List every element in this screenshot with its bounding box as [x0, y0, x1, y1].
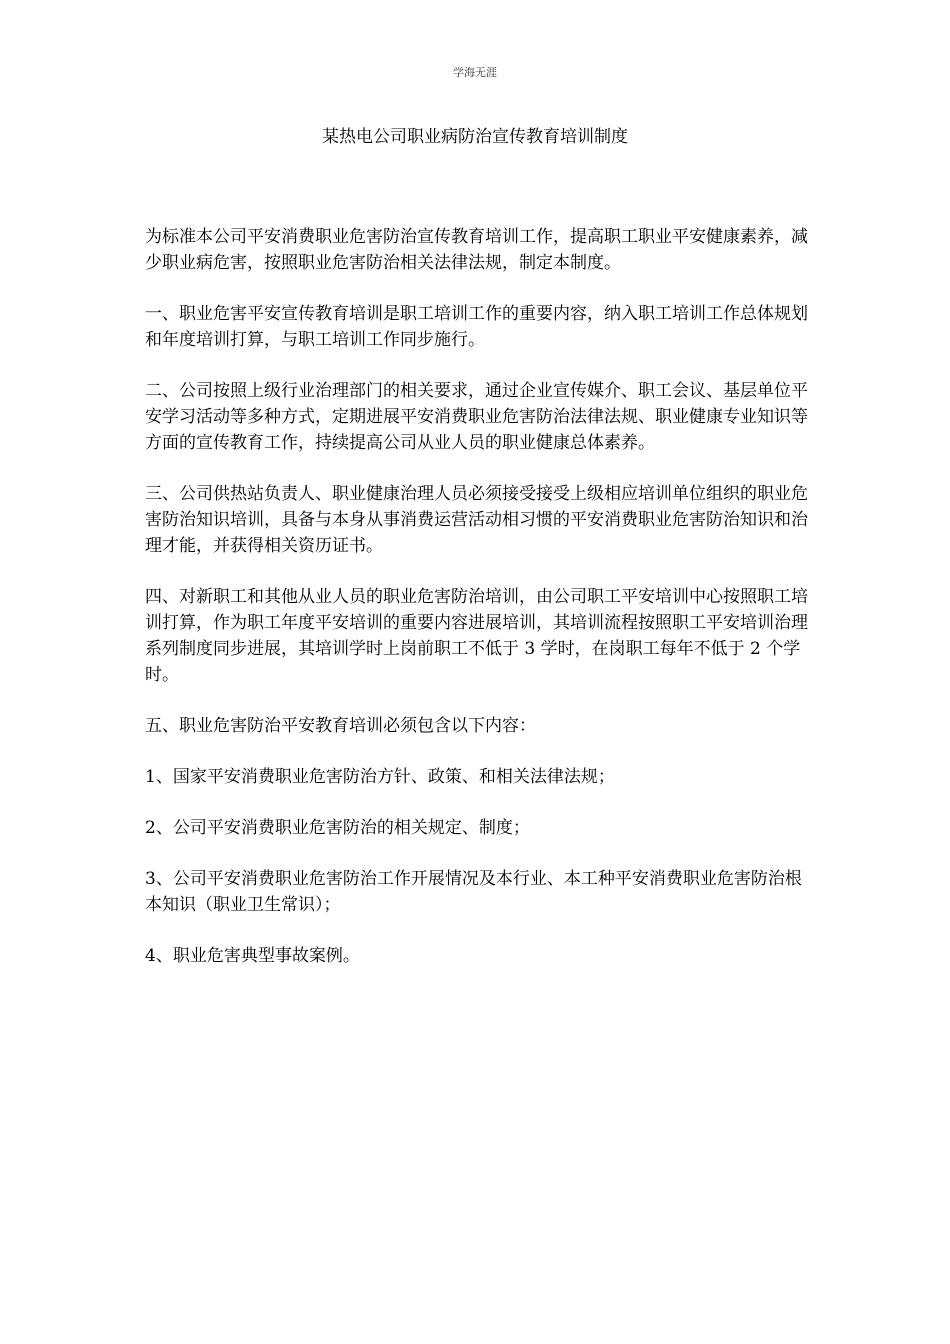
paragraph-section-5: 五、职业危害防治平安教育培训必须包含以下内容：: [145, 716, 536, 736]
paragraph-section-1: 一、职业危害平安宣传教育培训是职工培训工作的重要内容，纳入职工培训工作总体规划和年度培训打算，与职工培训工作同步施行。: [145, 304, 808, 350]
page-header: 学海无涯: [453, 66, 497, 79]
paragraph-section-2: 二、公司按照上级行业治理部门的相关要求，通过企业宣传媒介、职工会议、基层单位平安学习活动等多种方式，定期进展平安消费职业危害防治法律法规、职业健康专业知识等方面的宣传教育工作，持续提高公司从业人员的职业健康总体素养。: [145, 381, 808, 453]
list-item-3: 3、公司平安消费职业危害防治工作开展情况及本行业、本工种平安消费职业危害防治根本知识（职业卫生常识）；: [145, 869, 802, 915]
document-title: 某热电公司职业病防治宣传教育培训制度: [322, 127, 628, 147]
list-item-2: 2、公司平安消费职业危害防治的相关规定、制度；: [145, 818, 530, 838]
list-item-1: 1、国家平安消费职业危害防治方针、政策、和相关法律法规；: [145, 767, 615, 787]
paragraph-section-4: 四、对新职工和其他从业人员的职业危害防治培训，由公司职工平安培训中心按照职工培训打算，作为职工年度平安培训的重要内容进展培训，其培训流程按照职工平安培训治理系列制度同步进展，其培训学时上岗前职工不低于 3 学时，在岗职工每年不低于 2 个学时。: [145, 587, 808, 685]
document-body: [145, 224, 813, 994]
list-item-4: 4、职业危害典型事故案例。: [145, 946, 360, 966]
paragraph-section-3: 三、公司供热站负责人、职业健康治理人员必须接受接受上级相应培训单位组织的职业危害防治知识培训，具备与本身从事消费运营活动相习惯的平安消费职业危害防治知识和治理才能，并获得相关资历证书。: [145, 484, 808, 556]
paragraph-intro: 为标准本公司平安消费职业危害防治宣传教育培训工作，提高职工职业平安健康素养，减少职业病危害，按照职业危害防治相关法律法规，制定本制度。: [145, 227, 808, 273]
